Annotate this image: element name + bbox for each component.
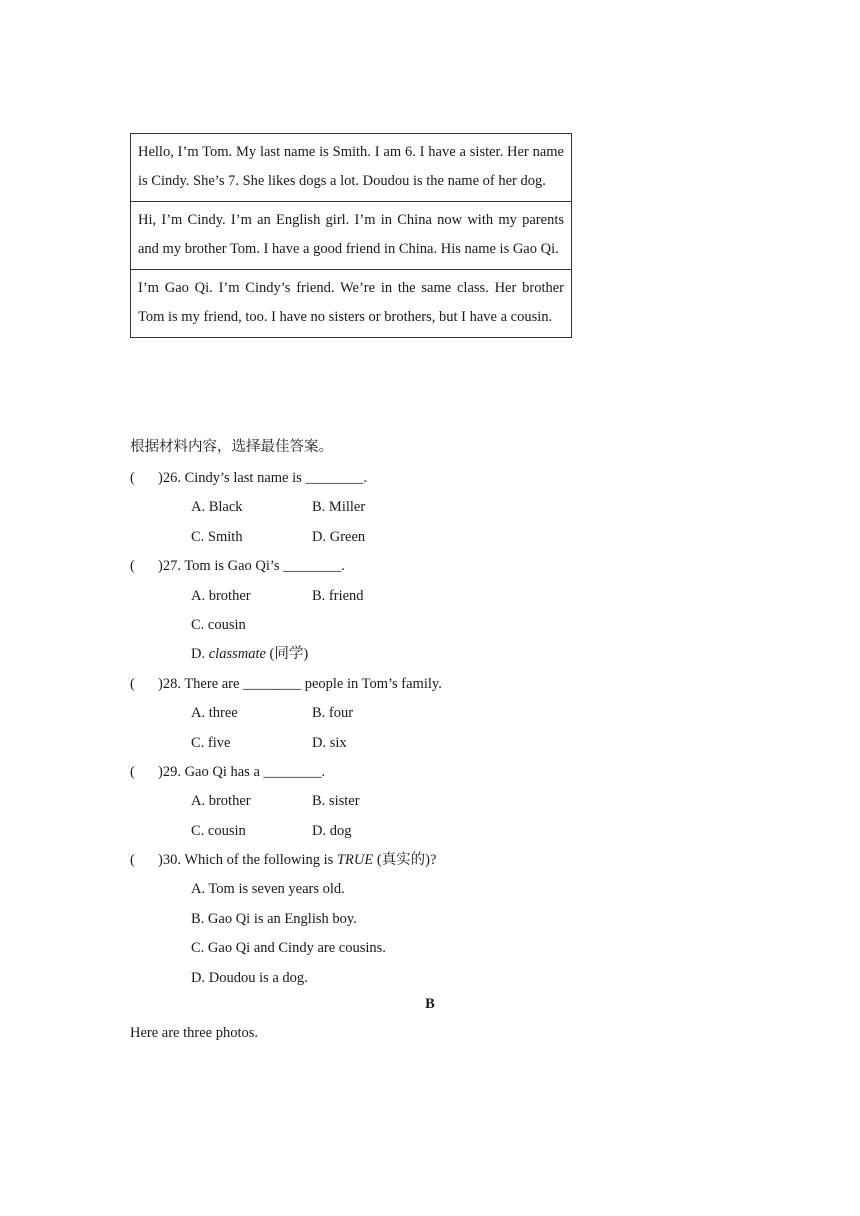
option-row bbox=[130, 787, 730, 816]
question-29 bbox=[130, 758, 730, 787]
option-b: B. Gao Qi is an English boy. bbox=[191, 910, 357, 927]
option-b: B. sister bbox=[312, 793, 360, 810]
option-row bbox=[130, 699, 730, 728]
option-row bbox=[130, 582, 730, 611]
option-row bbox=[130, 493, 730, 522]
option-row bbox=[130, 875, 730, 904]
question-stem: )28. There are ________ people in Tom’s family. bbox=[158, 675, 442, 692]
option-d-letter: D. bbox=[191, 646, 209, 663]
question-27 bbox=[130, 552, 730, 581]
option-a: A. brother bbox=[191, 793, 251, 810]
question-stem-end: (真实的)? bbox=[373, 852, 437, 869]
option-row bbox=[130, 964, 730, 993]
answer-bracket: ( bbox=[130, 852, 135, 869]
option-row bbox=[130, 729, 730, 758]
option-c: C. five bbox=[191, 734, 231, 751]
passage-cindy: Hi, I’m Cindy. I’m an English girl. I’m in China now with my parents and my brother Tom. I have a good friend in China. His name is Gao Qi. bbox=[131, 202, 572, 270]
question-stem: )27. Tom is Gao Qi’s ________. bbox=[158, 558, 345, 575]
section-b-heading: B bbox=[425, 996, 435, 1012]
option-d-word: classmate bbox=[208, 646, 266, 663]
option-a: A. Black bbox=[191, 499, 243, 516]
option-c: C. Gao Qi and Cindy are cousins. bbox=[191, 940, 386, 957]
option-d: D. Green bbox=[312, 528, 366, 545]
question-stem bbox=[158, 846, 436, 875]
option-row bbox=[130, 611, 730, 640]
question-26 bbox=[130, 464, 730, 493]
option-b: B. friend bbox=[312, 587, 364, 604]
answer-bracket: ( bbox=[130, 558, 135, 575]
option-c: C. cousin bbox=[191, 822, 246, 839]
option-row bbox=[130, 523, 730, 552]
option-row bbox=[130, 817, 730, 846]
option-a: A. Tom is seven years old. bbox=[191, 881, 345, 898]
question-stem: )26. Cindy’s last name is ________. bbox=[158, 470, 368, 486]
option-b: B. four bbox=[312, 705, 354, 722]
passage-table bbox=[130, 133, 572, 338]
option-d bbox=[191, 640, 308, 669]
option-row bbox=[130, 905, 730, 934]
option-a: A. three bbox=[191, 705, 238, 722]
passage-row bbox=[131, 202, 572, 270]
option-b: B. Miller bbox=[312, 499, 366, 516]
section-b-intro: Here are three photos. bbox=[130, 1025, 259, 1041]
passage-row bbox=[131, 134, 572, 202]
passage-gao-qi: I’m Gao Qi. I’m Cindy’s friend. We’re in the same class. Her brother Tom is my friend, too. I have no sisters or brothers, but I have a cousin. bbox=[131, 270, 572, 338]
option-row bbox=[130, 934, 730, 963]
option-d: D. Doudou is a dog. bbox=[191, 969, 308, 986]
question-stem-start: )30. Which of the following is bbox=[158, 852, 337, 869]
option-d-gloss: (同学) bbox=[265, 646, 309, 663]
answer-bracket: ( bbox=[130, 675, 135, 692]
question-stem: )29. Gao Qi has a ________. bbox=[158, 763, 326, 780]
passage-row bbox=[131, 270, 572, 338]
option-a: A. brother bbox=[191, 587, 251, 604]
option-d: D. six bbox=[312, 734, 347, 751]
answer-bracket: ( bbox=[130, 763, 135, 780]
answer-bracket: ( bbox=[130, 470, 135, 486]
question-list bbox=[130, 464, 730, 993]
option-d: D. dog bbox=[312, 822, 352, 839]
passage-tom: Hello, I’m Tom. My last name is Smith. I am 6. I have a sister. Her name is Cindy. She’s 7. She likes dogs a lot. Doudou is the name of her dog. bbox=[131, 134, 572, 202]
question-30 bbox=[130, 846, 730, 875]
question-28 bbox=[130, 670, 730, 699]
question-stem-emphasis: TRUE bbox=[336, 852, 374, 869]
option-c: C. Smith bbox=[191, 528, 243, 545]
instruction-text: 根据材料内容，选择最佳答案。 bbox=[130, 439, 333, 455]
option-row bbox=[130, 640, 730, 669]
option-c: C. cousin bbox=[191, 616, 246, 633]
